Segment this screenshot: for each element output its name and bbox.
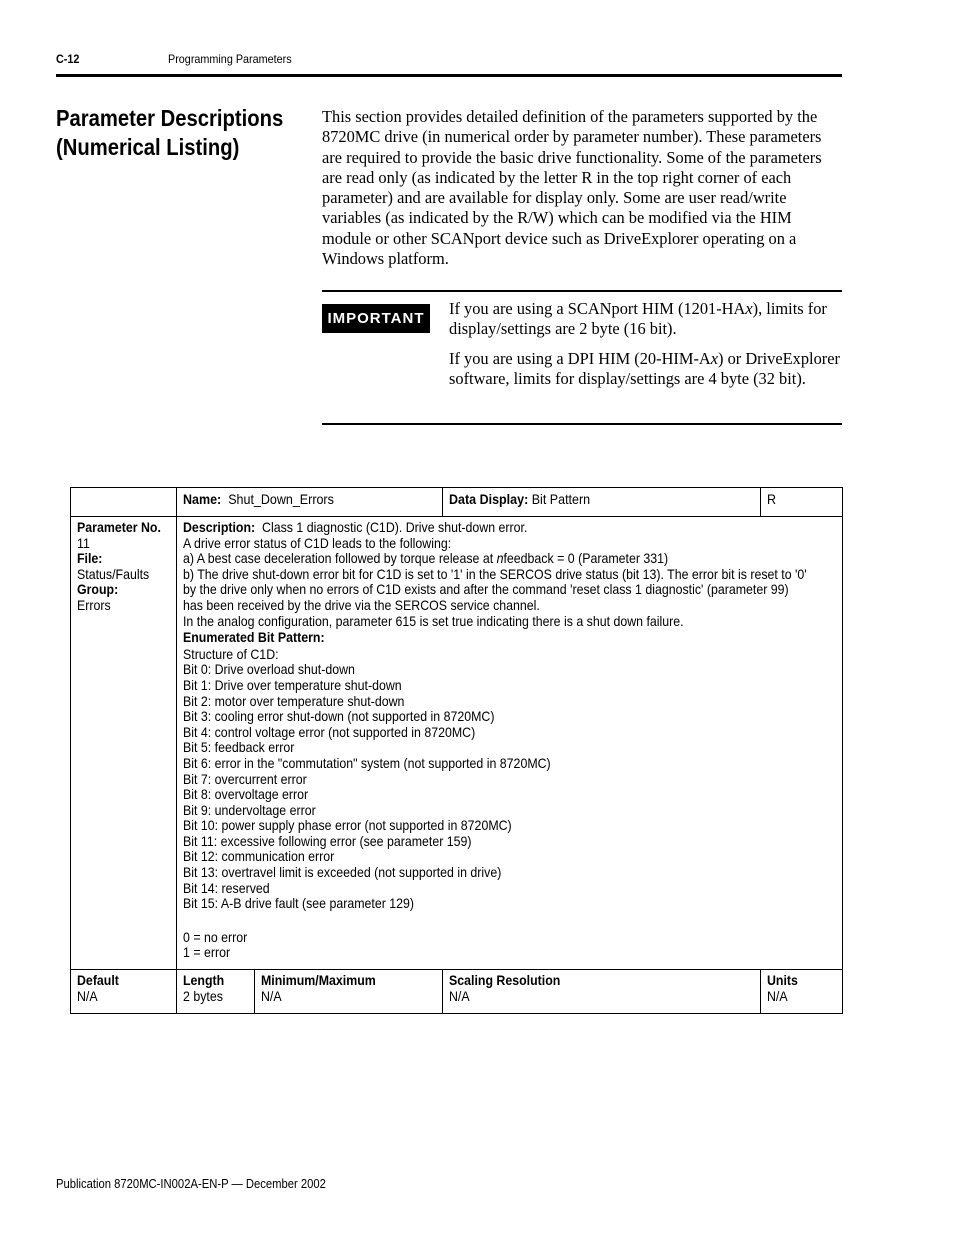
bit-item: Bit 1: Drive over temperature shut-down bbox=[183, 677, 402, 693]
bit-item: Bit 13: overtravel limit is exceeded (not supported in drive) bbox=[183, 865, 502, 881]
important-top-rule bbox=[322, 290, 842, 292]
section-title-line2: (Numerical Listing) bbox=[56, 134, 240, 160]
bit-item: Bit 5: feedback error bbox=[183, 740, 295, 756]
description-line3-text-end: feedback = 0 (Parameter 331) bbox=[503, 551, 669, 567]
access-value: R bbox=[767, 492, 777, 507]
description-label: Description: bbox=[183, 520, 256, 535]
param-no-label: Parameter No. bbox=[77, 520, 161, 535]
parameter-info-cell bbox=[71, 517, 177, 970]
param-no-value: 11 bbox=[77, 535, 90, 551]
description-line bbox=[183, 551, 778, 567]
important-p2-text-end: ) or DriveExplorer software, limits for display/settings are 4 byte (32 bit). bbox=[449, 349, 841, 388]
bit-item: Bit 2: motor over temperature shut-down bbox=[183, 693, 405, 709]
group-label: Group: bbox=[77, 582, 119, 598]
header-rule bbox=[56, 74, 842, 77]
units-label: Units bbox=[767, 973, 798, 988]
scaling-value: N/A bbox=[449, 988, 470, 1004]
important-paragraph-1 bbox=[449, 299, 842, 339]
section-title bbox=[56, 104, 284, 162]
name-value: Shut_Down_Errors bbox=[228, 492, 334, 507]
default-cell bbox=[71, 970, 177, 1014]
data-display-value: Bit Pattern bbox=[531, 492, 591, 507]
scaling-label: Scaling Resolution bbox=[449, 973, 561, 988]
description-line: has been received by the drive via the SERCOS service channel. bbox=[183, 597, 540, 613]
important-note bbox=[449, 299, 842, 399]
file-value: Status/Faults bbox=[77, 566, 150, 582]
enumerated-bit-pattern-label: Enumerated Bit Pattern: bbox=[183, 630, 325, 646]
bit-item: Bit 12: communication error bbox=[183, 849, 335, 865]
description-line: In the analog configuration, parameter 615 is set true indicating there is a shut down failure. bbox=[183, 613, 684, 629]
value-one-meaning: 1 = error bbox=[183, 945, 231, 961]
default-label: Default bbox=[77, 973, 119, 988]
access-cell bbox=[761, 488, 843, 517]
description-line: by the drive only when no errors of C1D exists and after the command 'reset class 1 diagnostic' (parameter 99) bbox=[183, 582, 789, 598]
description-first-line bbox=[183, 520, 778, 536]
important-paragraph-2 bbox=[449, 349, 842, 389]
publication-footer: Publication 8720MC-IN002A-EN-P — December 2002 bbox=[56, 1177, 326, 1191]
intro-paragraph: This section provides detailed definition of the parameters supported by the 8720MC drive (in numerical order by parameter number). These parameters are required to provide the basic drive functionality. Some of the parameters are read only (as indicated by the letter R in the top right corner of each parameter) and are available for display only. Some are user read/write variables (as indicated by the R/W) which can be modified via the HIM module or other SCANport device such as DriveExplorer operating on a Windows platform. bbox=[322, 107, 822, 269]
important-bottom-rule bbox=[322, 423, 842, 425]
bit-item: Bit 7: overcurrent error bbox=[183, 771, 307, 787]
important-p1-text-end: ), limits for display/settings are 2 byte (16 bit). bbox=[449, 299, 827, 338]
length-cell bbox=[177, 970, 255, 1014]
units-value: N/A bbox=[767, 988, 788, 1004]
name-label: Name: bbox=[183, 492, 222, 507]
bit-item: Bit 15: A-B drive fault (see parameter 129) bbox=[183, 896, 415, 912]
description-cell bbox=[177, 517, 843, 970]
bit-item: Bit 0: Drive overload shut-down bbox=[183, 662, 355, 678]
page-header bbox=[56, 52, 842, 74]
description-line3-text: a) A best case deceleration followed by torque release at bbox=[183, 551, 497, 567]
bit-item: Bit 8: overvoltage error bbox=[183, 787, 309, 803]
bit-item: Bit 10: power supply phase error (not supported in 8720MC) bbox=[183, 818, 512, 834]
bit-list bbox=[183, 662, 837, 912]
description-line3-italic: n bbox=[496, 551, 504, 567]
important-p1-italic: x bbox=[745, 299, 753, 318]
length-value: 2 bytes bbox=[183, 988, 223, 1004]
bit-item: Bit 4: control voltage error (not supported in 8720MC) bbox=[183, 724, 476, 740]
minmax-label: Minimum/Maximum bbox=[261, 973, 376, 988]
bit-item: Bit 9: undervoltage error bbox=[183, 802, 316, 818]
important-p2-text: If you are using a DPI HIM (20-HIM-A bbox=[449, 349, 711, 368]
scaling-cell bbox=[443, 970, 761, 1014]
important-p2-italic: x bbox=[710, 349, 719, 368]
minmax-cell bbox=[255, 970, 443, 1014]
parameter-description-row bbox=[71, 517, 843, 970]
bit-item: Bit 11: excessive following error (see parameter 159) bbox=[183, 833, 472, 849]
default-value: N/A bbox=[77, 988, 98, 1004]
important-p1-text: If you are using a SCANport HIM (1201-HA bbox=[449, 299, 746, 318]
description-first: Class 1 diagnostic (C1D). Drive shut-down error. bbox=[262, 520, 528, 535]
bit-item: Bit 14: reserved bbox=[183, 880, 270, 896]
empty-cell bbox=[71, 488, 177, 517]
name-cell bbox=[177, 488, 443, 517]
data-display-cell bbox=[443, 488, 761, 517]
bit-item: Bit 6: error in the "commutation" system (not supported in 8720MC) bbox=[183, 755, 551, 771]
bit-item: Bit 3: cooling error shut-down (not supported in 8720MC) bbox=[183, 709, 495, 725]
minmax-value: N/A bbox=[261, 988, 282, 1004]
description-line: b) The drive shut-down error bit for C1D is set to '1' in the SERCOS drive status (bit 13). The error bit is reset to '0' bbox=[183, 566, 807, 582]
length-label: Length bbox=[183, 973, 225, 988]
data-display-label: Data Display: bbox=[449, 492, 529, 507]
parameter-limits-row bbox=[71, 970, 843, 1014]
section-title-line1: Parameter Descriptions bbox=[56, 105, 284, 131]
running-title: Programming Parameters bbox=[168, 52, 292, 66]
file-label: File: bbox=[77, 551, 103, 567]
group-value: Errors bbox=[77, 597, 111, 613]
page-number: C-12 bbox=[56, 52, 80, 66]
important-badge: IMPORTANT bbox=[322, 304, 430, 333]
units-cell bbox=[761, 970, 843, 1014]
description-line: A drive error status of C1D leads to the following: bbox=[183, 535, 452, 551]
parameter-table bbox=[70, 487, 843, 1014]
value-zero-meaning: 0 = no error bbox=[183, 929, 248, 945]
parameter-name-row bbox=[71, 488, 843, 517]
structure-label: Structure of C1D: bbox=[183, 646, 279, 662]
